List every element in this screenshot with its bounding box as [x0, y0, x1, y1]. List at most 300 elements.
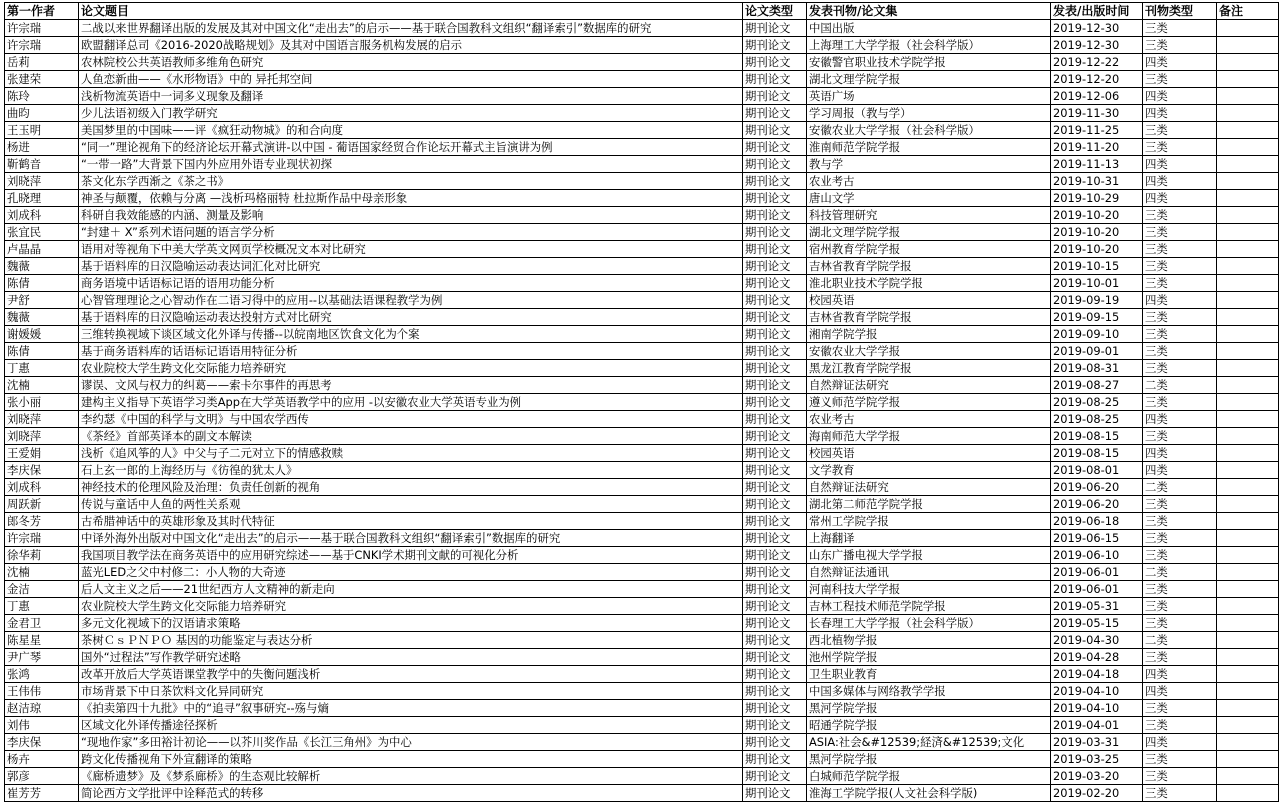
cell-author[interactable]: 刘晓萍 — [5, 428, 79, 445]
cell-notes[interactable] — [1217, 275, 1279, 292]
cell-journal[interactable]: 上海翻译 — [807, 530, 1051, 547]
cell-journal[interactable]: 湖北文理学院学报 — [807, 224, 1051, 241]
cell-title[interactable]: 跨文化传播视角下外宣翻译的策略 — [79, 751, 743, 768]
cell-author[interactable]: 刘晓萍 — [5, 411, 79, 428]
cell-journal[interactable]: 自然辩证法研究 — [807, 377, 1051, 394]
cell-title[interactable]: 农业院校大学生跨文化交际能力培养研究 — [79, 598, 743, 615]
cell-journal[interactable]: 上海理工大学学报（社会科学版） — [807, 37, 1051, 54]
cell-notes[interactable] — [1217, 20, 1279, 37]
cell-category[interactable]: 四类 — [1143, 445, 1217, 462]
cell-category[interactable]: 四类 — [1143, 411, 1217, 428]
cell-type[interactable]: 期刊论文 — [743, 88, 807, 105]
cell-notes[interactable] — [1217, 156, 1279, 173]
cell-type[interactable]: 期刊论文 — [743, 751, 807, 768]
cell-category[interactable]: 四类 — [1143, 683, 1217, 700]
cell-title[interactable]: 美国梦里的中国味——评《疯狂动物城》的和合向度 — [79, 122, 743, 139]
cell-date[interactable]: 2019-11-13 — [1051, 156, 1143, 173]
cell-notes[interactable] — [1217, 411, 1279, 428]
cell-date[interactable]: 2019-06-01 — [1051, 564, 1143, 581]
cell-author[interactable]: 谢媛媛 — [5, 326, 79, 343]
cell-title[interactable]: 李约瑟《中国的科学与文明》与中国农学西传 — [79, 411, 743, 428]
cell-notes[interactable] — [1217, 207, 1279, 224]
cell-author[interactable]: 李庆保 — [5, 462, 79, 479]
cell-date[interactable]: 2019-10-20 — [1051, 224, 1143, 241]
cell-author[interactable]: 刘成科 — [5, 479, 79, 496]
cell-title[interactable]: 简论西方文学批评中诠释范式的转移 — [79, 785, 743, 802]
header-cell-author[interactable]: 第一作者 — [5, 3, 79, 20]
cell-date[interactable]: 2019-11-20 — [1051, 139, 1143, 156]
cell-type[interactable]: 期刊论文 — [743, 71, 807, 88]
cell-type[interactable]: 期刊论文 — [743, 360, 807, 377]
cell-notes[interactable] — [1217, 377, 1279, 394]
cell-author[interactable]: 许宗瑞 — [5, 20, 79, 37]
cell-journal[interactable]: 昭通学院学报 — [807, 717, 1051, 734]
cell-journal[interactable]: 山东广播电视大学学报 — [807, 547, 1051, 564]
cell-author[interactable]: 张宜民 — [5, 224, 79, 241]
cell-category[interactable]: 三类 — [1143, 224, 1217, 241]
cell-journal[interactable]: ASIA:社会&#12539;経済&#12539;文化 — [807, 734, 1051, 751]
cell-author[interactable]: 魏薇 — [5, 309, 79, 326]
cell-title[interactable]: 石上玄一郎的上海经历与《彷徨的犹太人》 — [79, 462, 743, 479]
cell-title[interactable]: 古希腊神话中的英雄形象及其时代特征 — [79, 513, 743, 530]
cell-author[interactable]: 许宗瑞 — [5, 37, 79, 54]
cell-title[interactable]: 茶树ＣｓＰＮＰＯ 基因的功能鉴定与表达分析 — [79, 632, 743, 649]
cell-category[interactable]: 三类 — [1143, 496, 1217, 513]
cell-notes[interactable] — [1217, 700, 1279, 717]
cell-category[interactable]: 三类 — [1143, 326, 1217, 343]
cell-title[interactable]: 中译外海外出版对中国文化“走出去”的启示——基于联合国教科文组织“翻译索引”数据库的研究 — [79, 530, 743, 547]
cell-notes[interactable] — [1217, 666, 1279, 683]
cell-notes[interactable] — [1217, 513, 1279, 530]
cell-title[interactable]: 茶文化东学西渐之《茶之书》 — [79, 173, 743, 190]
header-cell-type[interactable]: 论文类型 — [743, 3, 807, 20]
cell-notes[interactable] — [1217, 445, 1279, 462]
cell-notes[interactable] — [1217, 734, 1279, 751]
cell-date[interactable]: 2019-12-06 — [1051, 88, 1143, 105]
cell-author[interactable]: 王伟伟 — [5, 683, 79, 700]
cell-author[interactable]: 赵洁琼 — [5, 700, 79, 717]
cell-notes[interactable] — [1217, 241, 1279, 258]
cell-notes[interactable] — [1217, 564, 1279, 581]
cell-type[interactable]: 期刊论文 — [743, 139, 807, 156]
cell-author[interactable]: 靳鹤音 — [5, 156, 79, 173]
cell-type[interactable]: 期刊论文 — [743, 156, 807, 173]
cell-date[interactable]: 2019-05-31 — [1051, 598, 1143, 615]
cell-author[interactable]: 刘晓萍 — [5, 173, 79, 190]
cell-date[interactable]: 2019-05-15 — [1051, 615, 1143, 632]
cell-journal[interactable]: 遵义师范学院学报 — [807, 394, 1051, 411]
cell-category[interactable]: 三类 — [1143, 258, 1217, 275]
cell-category[interactable]: 四类 — [1143, 105, 1217, 122]
cell-journal[interactable]: 海南师范大学学报 — [807, 428, 1051, 445]
cell-date[interactable]: 2019-09-15 — [1051, 309, 1143, 326]
cell-category[interactable]: 二类 — [1143, 632, 1217, 649]
cell-category[interactable]: 三类 — [1143, 513, 1217, 530]
cell-journal[interactable]: 英语广场 — [807, 88, 1051, 105]
cell-notes[interactable] — [1217, 71, 1279, 88]
cell-title[interactable]: “封建＋ X”系列术语问题的语言学分析 — [79, 224, 743, 241]
cell-author[interactable]: 孔晓理 — [5, 190, 79, 207]
cell-date[interactable]: 2019-04-10 — [1051, 683, 1143, 700]
cell-notes[interactable] — [1217, 462, 1279, 479]
cell-notes[interactable] — [1217, 479, 1279, 496]
cell-notes[interactable] — [1217, 139, 1279, 156]
cell-notes[interactable] — [1217, 258, 1279, 275]
cell-title[interactable]: 谬误、文风与权力的纠葛——索卡尔事件的再思考 — [79, 377, 743, 394]
cell-date[interactable]: 2019-02-20 — [1051, 785, 1143, 802]
cell-type[interactable]: 期刊论文 — [743, 275, 807, 292]
cell-journal[interactable]: 学习周报（教与学） — [807, 105, 1051, 122]
cell-title[interactable]: 国外“过程法”写作教学研究述略 — [79, 649, 743, 666]
cell-type[interactable]: 期刊论文 — [743, 105, 807, 122]
cell-type[interactable]: 期刊论文 — [743, 785, 807, 802]
cell-notes[interactable] — [1217, 190, 1279, 207]
cell-author[interactable]: 尹舒 — [5, 292, 79, 309]
cell-date[interactable]: 2019-06-15 — [1051, 530, 1143, 547]
cell-type[interactable]: 期刊论文 — [743, 530, 807, 547]
cell-notes[interactable] — [1217, 496, 1279, 513]
cell-author[interactable]: 沈楠 — [5, 377, 79, 394]
cell-type[interactable]: 期刊论文 — [743, 547, 807, 564]
cell-category[interactable]: 三类 — [1143, 309, 1217, 326]
cell-date[interactable]: 2019-10-31 — [1051, 173, 1143, 190]
cell-author[interactable]: 丁惠 — [5, 360, 79, 377]
cell-category[interactable]: 三类 — [1143, 428, 1217, 445]
cell-title[interactable]: 三维转换视域下谈区域文化外译与传播--以皖南地区饮食文化为个案 — [79, 326, 743, 343]
cell-author[interactable]: 金洁 — [5, 581, 79, 598]
cell-date[interactable]: 2019-12-30 — [1051, 37, 1143, 54]
cell-author[interactable]: 尹广琴 — [5, 649, 79, 666]
cell-author[interactable]: 陈星星 — [5, 632, 79, 649]
cell-title[interactable]: 基于语料库的日汉隐喻运动表达投射方式对比研究 — [79, 309, 743, 326]
cell-author[interactable]: 许宗瑞 — [5, 530, 79, 547]
cell-category[interactable]: 四类 — [1143, 156, 1217, 173]
cell-date[interactable]: 2019-04-01 — [1051, 717, 1143, 734]
cell-journal[interactable]: 淮北职业技术学院学报 — [807, 275, 1051, 292]
cell-category[interactable]: 四类 — [1143, 54, 1217, 71]
cell-category[interactable]: 三类 — [1143, 751, 1217, 768]
cell-journal[interactable]: 吉林工程技术师范学院学报 — [807, 598, 1051, 615]
cell-type[interactable]: 期刊论文 — [743, 292, 807, 309]
cell-title[interactable]: 心智管理理论之心智动作在二语习得中的应用--以基础法语课程教学为例 — [79, 292, 743, 309]
cell-type[interactable]: 期刊论文 — [743, 54, 807, 71]
cell-notes[interactable] — [1217, 224, 1279, 241]
cell-journal[interactable]: 安徽农业大学学报（社会科学版） — [807, 122, 1051, 139]
cell-notes[interactable] — [1217, 768, 1279, 785]
cell-type[interactable]: 期刊论文 — [743, 462, 807, 479]
cell-type[interactable]: 期刊论文 — [743, 394, 807, 411]
cell-author[interactable]: 王爱娟 — [5, 445, 79, 462]
cell-date[interactable]: 2019-08-01 — [1051, 462, 1143, 479]
cell-category[interactable]: 三类 — [1143, 20, 1217, 37]
cell-journal[interactable]: 黑龙江教育学院学报 — [807, 360, 1051, 377]
cell-type[interactable]: 期刊论文 — [743, 632, 807, 649]
cell-title[interactable]: 后人文主义之后——21世纪西方人文精神的新走向 — [79, 581, 743, 598]
cell-category[interactable]: 四类 — [1143, 462, 1217, 479]
cell-journal[interactable]: 自然辩证法研究 — [807, 479, 1051, 496]
cell-date[interactable]: 2019-12-20 — [1051, 71, 1143, 88]
cell-title[interactable]: 语用对等视角下中美大学英文网页学校概况文本对比研究 — [79, 241, 743, 258]
cell-category[interactable]: 三类 — [1143, 717, 1217, 734]
cell-title[interactable]: 农业院校大学生跨文化交际能力培养研究 — [79, 360, 743, 377]
cell-type[interactable]: 期刊论文 — [743, 411, 807, 428]
cell-journal[interactable]: 湖北第二师范学院学报 — [807, 496, 1051, 513]
cell-category[interactable]: 三类 — [1143, 581, 1217, 598]
cell-author[interactable]: 丁惠 — [5, 598, 79, 615]
header-cell-title[interactable]: 论文题目 — [79, 3, 743, 20]
cell-journal[interactable]: 湖北文理学院学报 — [807, 71, 1051, 88]
cell-date[interactable]: 2019-03-20 — [1051, 768, 1143, 785]
cell-category[interactable]: 三类 — [1143, 394, 1217, 411]
cell-title[interactable]: 基于语料库的日汉隐喻运动表达词汇化对比研究 — [79, 258, 743, 275]
cell-title[interactable]: 《茶经》首部英译本的副文本解读 — [79, 428, 743, 445]
cell-type[interactable]: 期刊论文 — [743, 564, 807, 581]
cell-notes[interactable] — [1217, 785, 1279, 802]
cell-title[interactable]: 人鱼恋新曲——《水形物语》中的 异托邦空间 — [79, 71, 743, 88]
cell-notes[interactable] — [1217, 292, 1279, 309]
cell-author[interactable]: 金君卫 — [5, 615, 79, 632]
cell-author[interactable]: 陈玲 — [5, 88, 79, 105]
cell-category[interactable]: 三类 — [1143, 241, 1217, 258]
cell-category[interactable]: 二类 — [1143, 564, 1217, 581]
cell-category[interactable]: 三类 — [1143, 207, 1217, 224]
cell-date[interactable]: 2019-06-01 — [1051, 581, 1143, 598]
cell-journal[interactable]: 农业考古 — [807, 173, 1051, 190]
cell-title[interactable]: 科研自我效能感的内涵、测量及影响 — [79, 207, 743, 224]
cell-title[interactable]: 多元文化视域下的汉语请求策略 — [79, 615, 743, 632]
cell-category[interactable]: 四类 — [1143, 666, 1217, 683]
cell-title[interactable]: 市场背景下中日茶饮料文化异同研究 — [79, 683, 743, 700]
header-cell-journal[interactable]: 发表刊物/论文集 — [807, 3, 1051, 20]
cell-notes[interactable] — [1217, 88, 1279, 105]
cell-journal[interactable]: 唐山文学 — [807, 190, 1051, 207]
cell-type[interactable]: 期刊论文 — [743, 224, 807, 241]
cell-type[interactable]: 期刊论文 — [743, 241, 807, 258]
cell-category[interactable]: 四类 — [1143, 190, 1217, 207]
cell-journal[interactable]: 科技管理研究 — [807, 207, 1051, 224]
cell-date[interactable]: 2019-09-19 — [1051, 292, 1143, 309]
cell-type[interactable]: 期刊论文 — [743, 190, 807, 207]
cell-category[interactable]: 四类 — [1143, 292, 1217, 309]
cell-title[interactable]: 商务语境中话语标记语的语用功能分析 — [79, 275, 743, 292]
cell-title[interactable]: 欧盟翻译总司《2016-2020战略规划》及其对中国语言服务机构发展的启示 — [79, 37, 743, 54]
cell-type[interactable]: 期刊论文 — [743, 717, 807, 734]
cell-title[interactable]: “一带一路”大背景下国内外应用外语专业现状初探 — [79, 156, 743, 173]
cell-notes[interactable] — [1217, 122, 1279, 139]
cell-title[interactable]: 浅析《追风筝的人》中父与子二元对立下的情感救赎 — [79, 445, 743, 462]
cell-category[interactable]: 三类 — [1143, 360, 1217, 377]
cell-author[interactable]: 杨进 — [5, 139, 79, 156]
cell-date[interactable]: 2019-12-22 — [1051, 54, 1143, 71]
cell-type[interactable]: 期刊论文 — [743, 37, 807, 54]
cell-author[interactable]: 徐华莉 — [5, 547, 79, 564]
cell-type[interactable]: 期刊论文 — [743, 207, 807, 224]
cell-type[interactable]: 期刊论文 — [743, 309, 807, 326]
cell-journal[interactable]: 白城师范学院学报 — [807, 768, 1051, 785]
cell-type[interactable]: 期刊论文 — [743, 581, 807, 598]
cell-date[interactable]: 2019-10-15 — [1051, 258, 1143, 275]
cell-author[interactable]: 杨卉 — [5, 751, 79, 768]
cell-type[interactable]: 期刊论文 — [743, 700, 807, 717]
cell-type[interactable]: 期刊论文 — [743, 768, 807, 785]
cell-journal[interactable]: 常州工学院学报 — [807, 513, 1051, 530]
cell-title[interactable]: 《廊桥遗梦》及《梦系廊桥》的生态观比较解析 — [79, 768, 743, 785]
cell-type[interactable]: 期刊论文 — [743, 122, 807, 139]
cell-type[interactable]: 期刊论文 — [743, 20, 807, 37]
cell-type[interactable]: 期刊论文 — [743, 496, 807, 513]
cell-journal[interactable]: 中国出版 — [807, 20, 1051, 37]
cell-type[interactable]: 期刊论文 — [743, 173, 807, 190]
cell-author[interactable]: 郭彦 — [5, 768, 79, 785]
cell-type[interactable]: 期刊论文 — [743, 377, 807, 394]
cell-category[interactable]: 三类 — [1143, 785, 1217, 802]
cell-date[interactable]: 2019-11-25 — [1051, 122, 1143, 139]
cell-title[interactable]: 神经技术的伦理风险及治理：负责任创新的视角 — [79, 479, 743, 496]
cell-notes[interactable] — [1217, 105, 1279, 122]
cell-notes[interactable] — [1217, 343, 1279, 360]
cell-title[interactable]: 《拍卖第四十九批》中的“追寻”叙事研究--殇与熵 — [79, 700, 743, 717]
cell-title[interactable]: 少儿法语初级入门教学研究 — [79, 105, 743, 122]
cell-date[interactable]: 2019-08-25 — [1051, 394, 1143, 411]
cell-category[interactable]: 三类 — [1143, 122, 1217, 139]
cell-notes[interactable] — [1217, 309, 1279, 326]
cell-date[interactable]: 2019-10-20 — [1051, 241, 1143, 258]
cell-category[interactable]: 二类 — [1143, 479, 1217, 496]
cell-journal[interactable]: 自然辩证法通讯 — [807, 564, 1051, 581]
cell-category[interactable]: 三类 — [1143, 700, 1217, 717]
cell-date[interactable]: 2019-06-10 — [1051, 547, 1143, 564]
cell-date[interactable]: 2019-10-01 — [1051, 275, 1143, 292]
cell-category[interactable]: 三类 — [1143, 530, 1217, 547]
cell-journal[interactable]: 淮海工学院学报(人文社会科学版) — [807, 785, 1051, 802]
cell-title[interactable]: 我国项目教学法在商务英语中的应用研究综述——基于CNKI学术期刊文献的可视化分析 — [79, 547, 743, 564]
cell-date[interactable]: 2019-10-29 — [1051, 190, 1143, 207]
cell-journal[interactable]: 西北植物学报 — [807, 632, 1051, 649]
cell-journal[interactable]: 中国多媒体与网络教学学报 — [807, 683, 1051, 700]
cell-type[interactable]: 期刊论文 — [743, 343, 807, 360]
cell-category[interactable]: 三类 — [1143, 598, 1217, 615]
cell-title[interactable]: “同一”理论视角下的经济论坛开幕式演讲-以中国 - 葡语国家经贸合作论坛开幕式主旨演讲为例 — [79, 139, 743, 156]
cell-title[interactable]: 区域文化外译传播途径探析 — [79, 717, 743, 734]
cell-journal[interactable]: 文学教育 — [807, 462, 1051, 479]
cell-date[interactable]: 2019-06-20 — [1051, 496, 1143, 513]
cell-notes[interactable] — [1217, 37, 1279, 54]
cell-notes[interactable] — [1217, 717, 1279, 734]
cell-title[interactable]: 二战以来世界翻译出版的发展及其对中国文化“走出去”的启示——基于联合国教科文组织“翻译索引”数据库的研究 — [79, 20, 743, 37]
cell-notes[interactable] — [1217, 751, 1279, 768]
cell-type[interactable]: 期刊论文 — [743, 445, 807, 462]
cell-journal[interactable]: 黑河学院学报 — [807, 700, 1051, 717]
cell-date[interactable]: 2019-08-15 — [1051, 428, 1143, 445]
cell-type[interactable]: 期刊论文 — [743, 666, 807, 683]
cell-author[interactable]: 王玉明 — [5, 122, 79, 139]
cell-journal[interactable]: 黑河学院学报 — [807, 751, 1051, 768]
cell-type[interactable]: 期刊论文 — [743, 598, 807, 615]
header-cell-date[interactable]: 发表/出版时间 — [1051, 3, 1143, 20]
cell-notes[interactable] — [1217, 547, 1279, 564]
cell-journal[interactable]: 农业考古 — [807, 411, 1051, 428]
cell-journal[interactable]: 卫生职业教育 — [807, 666, 1051, 683]
cell-date[interactable]: 2019-09-10 — [1051, 326, 1143, 343]
cell-journal[interactable]: 长春理工大学学报（社会科学版） — [807, 615, 1051, 632]
cell-notes[interactable] — [1217, 649, 1279, 666]
cell-title[interactable]: 改革开放后大学英语课堂教学中的失衡问题浅析 — [79, 666, 743, 683]
cell-type[interactable]: 期刊论文 — [743, 615, 807, 632]
header-cell-notes[interactable]: 备注 — [1217, 3, 1279, 20]
cell-journal[interactable]: 校园英语 — [807, 445, 1051, 462]
cell-notes[interactable] — [1217, 394, 1279, 411]
cell-category[interactable]: 四类 — [1143, 734, 1217, 751]
cell-type[interactable]: 期刊论文 — [743, 258, 807, 275]
cell-category[interactable]: 三类 — [1143, 343, 1217, 360]
cell-title[interactable]: 传说与童话中人鱼的两性关系观 — [79, 496, 743, 513]
cell-date[interactable]: 2019-06-20 — [1051, 479, 1143, 496]
cell-category[interactable]: 三类 — [1143, 71, 1217, 88]
cell-title[interactable]: 建构主义指导下英语学习类App在大学英语教学中的应用 -以安徽农业大学英语专业为例 — [79, 394, 743, 411]
cell-title[interactable]: 神圣与颠覆，依赖与分离 —浅析玛格丽特 杜拉斯作品中母亲形象 — [79, 190, 743, 207]
cell-author[interactable]: 陈倩 — [5, 343, 79, 360]
cell-notes[interactable] — [1217, 428, 1279, 445]
cell-date[interactable]: 2019-04-28 — [1051, 649, 1143, 666]
cell-category[interactable]: 三类 — [1143, 547, 1217, 564]
cell-journal[interactable]: 安徽警官职业技术学院学报 — [807, 54, 1051, 71]
cell-journal[interactable]: 淮南师范学院学报 — [807, 139, 1051, 156]
cell-author[interactable]: 崔芳芳 — [5, 785, 79, 802]
cell-author[interactable]: 陈倩 — [5, 275, 79, 292]
cell-notes[interactable] — [1217, 173, 1279, 190]
cell-category[interactable]: 三类 — [1143, 649, 1217, 666]
cell-author[interactable]: 卢晶晶 — [5, 241, 79, 258]
cell-notes[interactable] — [1217, 581, 1279, 598]
cell-category[interactable]: 四类 — [1143, 173, 1217, 190]
cell-journal[interactable]: 河南科技大学学报 — [807, 581, 1051, 598]
cell-category[interactable]: 三类 — [1143, 139, 1217, 156]
cell-author[interactable]: 沈楠 — [5, 564, 79, 581]
cell-date[interactable]: 2019-04-10 — [1051, 700, 1143, 717]
cell-title[interactable]: 基于商务语料库的话语标记语语用特征分析 — [79, 343, 743, 360]
cell-author[interactable]: 岳莉 — [5, 54, 79, 71]
cell-author[interactable]: 郎冬芳 — [5, 513, 79, 530]
cell-date[interactable]: 2019-03-25 — [1051, 751, 1143, 768]
cell-journal[interactable]: 池州学院学报 — [807, 649, 1051, 666]
cell-category[interactable]: 三类 — [1143, 275, 1217, 292]
cell-type[interactable]: 期刊论文 — [743, 428, 807, 445]
cell-date[interactable]: 2019-03-31 — [1051, 734, 1143, 751]
cell-journal[interactable]: 宿州教育学院学报 — [807, 241, 1051, 258]
cell-type[interactable]: 期刊论文 — [743, 683, 807, 700]
cell-date[interactable]: 2019-10-20 — [1051, 207, 1143, 224]
cell-author[interactable]: 李庆保 — [5, 734, 79, 751]
cell-category[interactable]: 三类 — [1143, 37, 1217, 54]
cell-author[interactable]: 张小丽 — [5, 394, 79, 411]
cell-date[interactable]: 2019-04-30 — [1051, 632, 1143, 649]
cell-journal[interactable]: 湘南学院学报 — [807, 326, 1051, 343]
cell-date[interactable]: 2019-04-18 — [1051, 666, 1143, 683]
cell-date[interactable]: 2019-08-31 — [1051, 360, 1143, 377]
cell-author[interactable]: 魏薇 — [5, 258, 79, 275]
cell-category[interactable]: 三类 — [1143, 615, 1217, 632]
cell-type[interactable]: 期刊论文 — [743, 479, 807, 496]
cell-notes[interactable] — [1217, 530, 1279, 547]
cell-date[interactable]: 2019-08-27 — [1051, 377, 1143, 394]
cell-notes[interactable] — [1217, 598, 1279, 615]
cell-title[interactable]: 浅析物流英语中一词多义现象及翻译 — [79, 88, 743, 105]
cell-notes[interactable] — [1217, 632, 1279, 649]
cell-notes[interactable] — [1217, 615, 1279, 632]
cell-author[interactable]: 刘伟 — [5, 717, 79, 734]
header-cell-category[interactable]: 刊物类型 — [1143, 3, 1217, 20]
cell-notes[interactable] — [1217, 54, 1279, 71]
